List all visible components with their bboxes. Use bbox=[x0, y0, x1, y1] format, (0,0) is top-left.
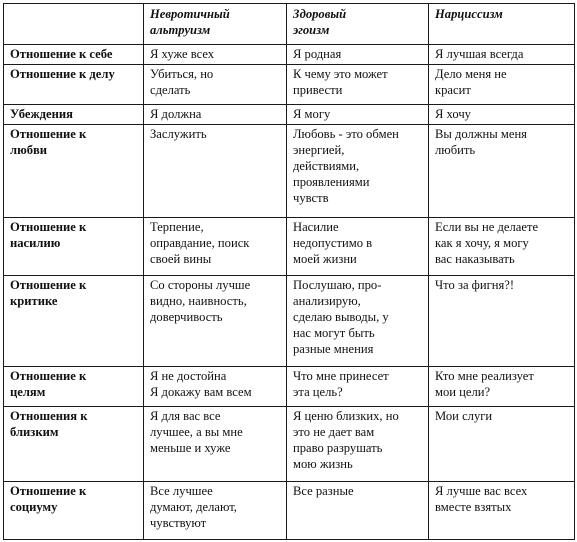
table-row bbox=[4, 105, 575, 125]
row-label: Отношение к критике bbox=[4, 276, 144, 367]
table-row bbox=[4, 482, 575, 540]
row-label: Отношение к социуму bbox=[4, 482, 144, 540]
table-row bbox=[4, 367, 575, 407]
row-label: Отношение к себе bbox=[4, 45, 144, 65]
table-cell: Я для вас все лучшее, а вы мне меньше и хуже bbox=[144, 407, 287, 482]
row-label: Отношение к делу bbox=[4, 65, 144, 105]
table-cell: Я ценю близких, но это не дает вам право разрушать мою жизнь bbox=[287, 407, 429, 482]
table-cell: Мои слуги bbox=[429, 407, 575, 482]
table-cell: Я лучшая всегда bbox=[429, 45, 575, 65]
comparison-table bbox=[3, 3, 575, 540]
table-row bbox=[4, 276, 575, 367]
row-label: Отношения к близким bbox=[4, 407, 144, 482]
header-narcissism: Нарциссизм bbox=[429, 4, 575, 45]
table-cell: Терпение, оправдание, поиск своей вины bbox=[144, 218, 287, 276]
table-cell: Вы должны меня любить bbox=[429, 125, 575, 218]
table-cell: Послушаю, про- анализирую, сделаю выводы, у нас могут быть разные мнения bbox=[287, 276, 429, 367]
table-cell: К чему это может привести bbox=[287, 65, 429, 105]
table-cell: Я хочу bbox=[429, 105, 575, 125]
table-cell: Что за фигня?! bbox=[429, 276, 575, 367]
header-healthy-egoism: Здоровый эгоизм bbox=[287, 4, 429, 45]
header-row bbox=[4, 4, 575, 45]
table-cell: Я должна bbox=[144, 105, 287, 125]
table-cell: Все разные bbox=[287, 482, 429, 540]
table-cell: Дело меня не красит bbox=[429, 65, 575, 105]
header-corner-cell bbox=[4, 4, 144, 45]
row-label: Отношение к насилию bbox=[4, 218, 144, 276]
row-label: Отношение к любви bbox=[4, 125, 144, 218]
table-cell: Что мне принесет эта цель? bbox=[287, 367, 429, 407]
table-row bbox=[4, 218, 575, 276]
table-cell: Заслужить bbox=[144, 125, 287, 218]
row-label: Убеждения bbox=[4, 105, 144, 125]
table-cell: Кто мне реализует мои цели? bbox=[429, 367, 575, 407]
table-cell: Если вы не делаете как я хочу, я могу вас наказывать bbox=[429, 218, 575, 276]
row-label: Отношение к целям bbox=[4, 367, 144, 407]
table-cell: Убиться, но сделать bbox=[144, 65, 287, 105]
table-cell: Я родная bbox=[287, 45, 429, 65]
table-cell: Я лучше вас всех вместе взятых bbox=[429, 482, 575, 540]
table-cell: Я хуже всех bbox=[144, 45, 287, 65]
table-cell: Я могу bbox=[287, 105, 429, 125]
table-cell: Насилие недопустимо в моей жизни bbox=[287, 218, 429, 276]
table-cell: Я не достойна Я докажу вам всем bbox=[144, 367, 287, 407]
header-neurotic-altruism: Невротичный альтруизм bbox=[144, 4, 287, 45]
table-cell: Любовь - это обмен энергией, действиями, проявлениями чувств bbox=[287, 125, 429, 218]
table-row bbox=[4, 407, 575, 482]
table-cell: Все лучшее думают, делают, чувствуют bbox=[144, 482, 287, 540]
table-row bbox=[4, 65, 575, 105]
table-cell: Со стороны лучше видно, наивность, доверчивость bbox=[144, 276, 287, 367]
table-row bbox=[4, 125, 575, 218]
table-row bbox=[4, 45, 575, 65]
